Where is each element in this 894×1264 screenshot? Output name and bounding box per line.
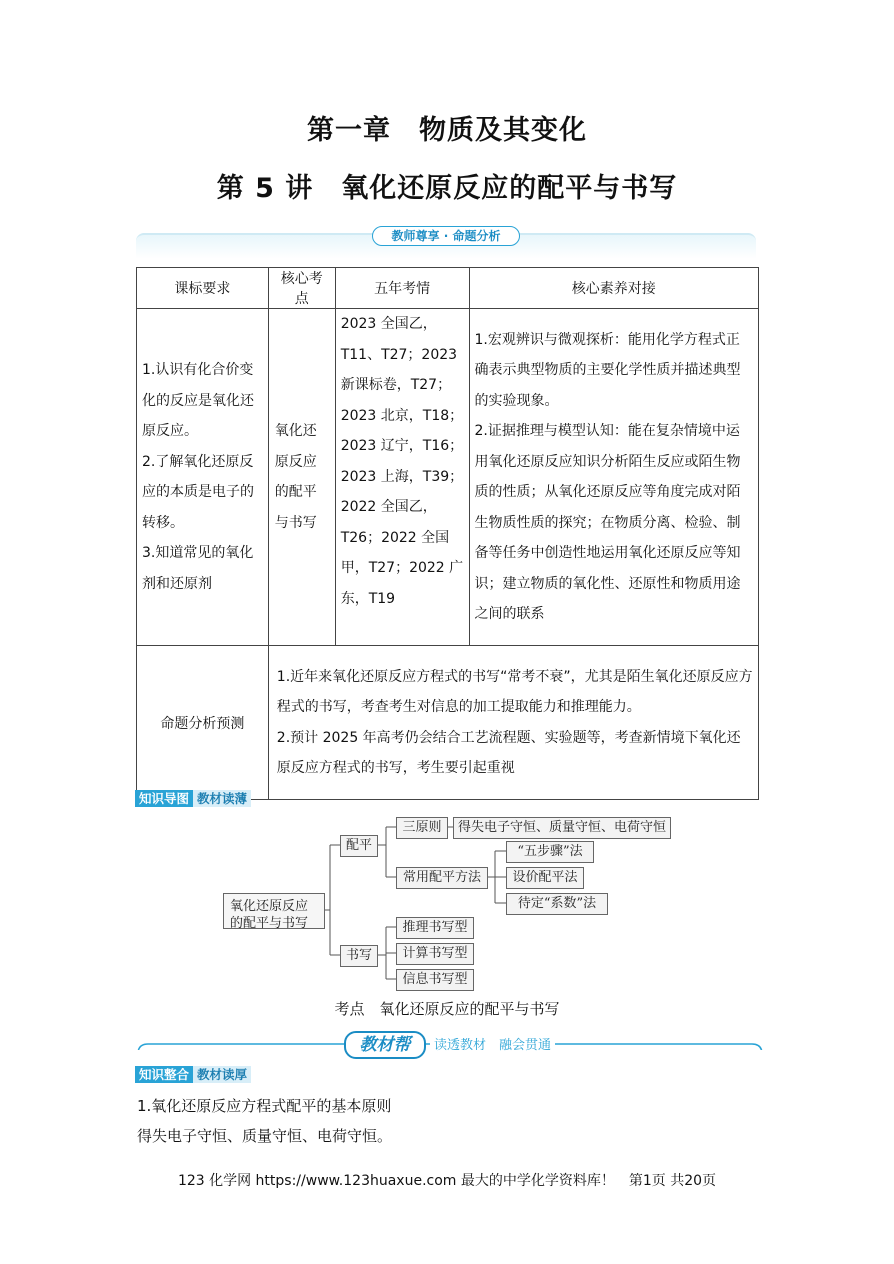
teacher-banner: 教师尊享 · 命题分析 xyxy=(372,226,520,246)
mindmap-node-method-1: “五步骤”法 xyxy=(506,841,594,863)
tag-primary: 知识导图 xyxy=(135,790,193,807)
standards-cell: 1.认识有化合价变化的反应是氧化还原反应。 2.了解氧化还原反应的本质是电子的转移。 3.知道常见的氧化剂和还原剂 xyxy=(137,309,269,646)
lecture-title: 第 5 讲 氧化还原反应的配平与书写 xyxy=(216,173,678,204)
mindmap-node-methods: 常用配平方法 xyxy=(396,867,488,889)
tag-secondary: 教材读薄 xyxy=(193,790,251,807)
header-standards: 课标要求 xyxy=(137,268,269,309)
header-literacy: 核心素养对接 xyxy=(469,268,758,309)
mindmap-node-write-2: 计算书写型 xyxy=(396,943,474,965)
exams-cell: 2023 全国乙，T11、T27；2023 新课标卷，T27；2023 北京，T18；2023 辽宁，T16；2023 上海，T39；2022 全国乙，T26；2022 全国甲，T27；2022 广东，T19 xyxy=(335,309,469,646)
mindmap-root: 氧化还原反应的配平与书写 xyxy=(223,893,325,929)
kaodian-caption: 考点 氧化还原反应的配平与书写 xyxy=(334,1000,560,1018)
header-exams: 五年考情 xyxy=(335,268,469,309)
tag-primary: 知识整合 xyxy=(135,1066,193,1083)
mindmap-node-method-2: 设价配平法 xyxy=(506,867,584,889)
prediction-label: 命题分析预测 xyxy=(137,646,269,800)
header-core-point: 核心考点 xyxy=(268,268,335,309)
tag-secondary: 教材读厚 xyxy=(193,1066,251,1083)
chapter-title: 第一章 物质及其变化 xyxy=(307,115,587,146)
literacy-cell: 1.宏观辨识与微观探析：能用化学方程式正确表示典型物质的主要化学性质并描述典型的实验现象。 2.证据推理与模型认知：能在复杂情境中运用氧化还原反应知识分析陌生反应或陌生物质的性质；从氧化还原反应等角度完成对陌生物质性质的探究；在物质分离、检验、制备等任务中创造性地运用氧化还原反应等知识；建立物质的氧化性、还原性和物质用途之间的联系 xyxy=(469,309,758,646)
prediction-cell: 1.近年来氧化还原反应方程式的书写“常考不衰”，尤其是陌生氧化还原反应方程式的书写，考查考生对信息的加工提取能力和推理能力。 2.预计 2025 年高考仍会结合工艺流程题、实验题等，考查新情境下氧化还原反应方程式的书写，考生要引起重视 xyxy=(268,646,758,800)
mindmap-node-principles-detail: 得失电子守恒、质量守恒、电荷守恒 xyxy=(453,817,671,839)
section-heading: 1.氧化还原反应方程式配平的基本原则 xyxy=(137,1097,392,1115)
mindmap-node-principles: 三原则 xyxy=(396,817,448,839)
mindmap-node-peiping: 配平 xyxy=(340,835,378,857)
textbook-banner-slogan: 读透教材 融会贯通 xyxy=(430,1034,555,1053)
page-footer: 123 化学网 https://www.123huaxue.com 最大的中学化学资料库！ 第1页 共20页 xyxy=(177,1173,717,1189)
section-text: 得失电子守恒、质量守恒、电荷守恒。 xyxy=(137,1127,393,1145)
mindmap-node-write-1: 推理书写型 xyxy=(396,917,474,939)
core-point-cell: 氧化还原反应的配平与书写 xyxy=(268,309,335,646)
mindmap-node-write-3: 信息书写型 xyxy=(396,969,474,991)
mindmap-node-method-3: 待定“系数”法 xyxy=(506,893,608,915)
textbook-banner-title: 教材帮 xyxy=(344,1031,426,1059)
mindmap-node-writing: 书写 xyxy=(340,945,378,967)
knowledge-integration-tag xyxy=(135,1066,251,1083)
